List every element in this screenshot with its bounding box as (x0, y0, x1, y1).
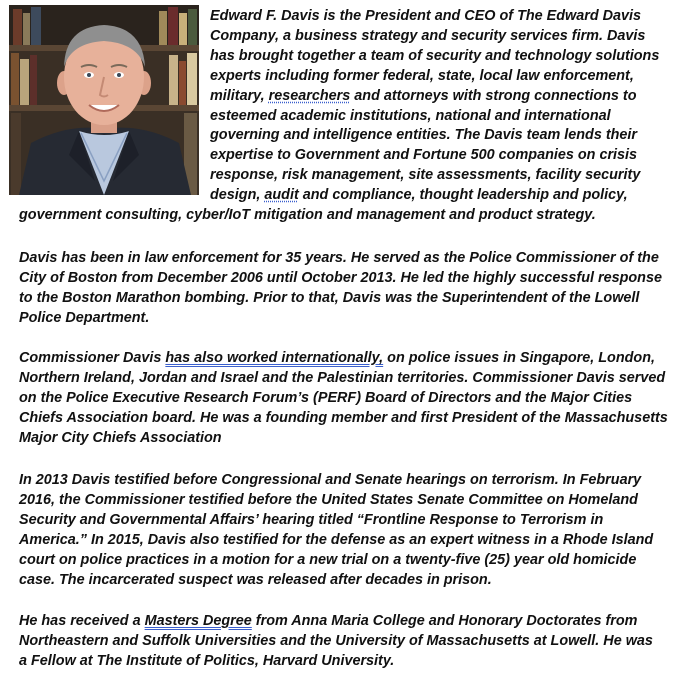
text-segment: court on police practices in a motion for a new trial on a twenty-five (25) year old homicide (19, 551, 637, 568)
text-segment: Davis has been in law enforcement for 35 years. He served as the Police Commissioner of the (19, 250, 659, 266)
bio-paragraph-5 (19, 612, 653, 672)
text-line (19, 269, 662, 289)
text-segment: Edward F. Davis is the President and CEO of The Edward Davis (210, 8, 642, 24)
bio-paragraph-1-continued (19, 206, 596, 226)
proofing-flagged-text: audit (264, 187, 299, 204)
text-line (210, 126, 659, 146)
text-segment: has brought together a team of security and technology solutions (210, 47, 660, 64)
text-line (19, 289, 662, 309)
text-line (210, 27, 659, 47)
text-line (19, 206, 596, 226)
text-line (19, 632, 653, 652)
text-segment: and compliance, thought leadership and policy, (298, 187, 628, 204)
bio-paragraph-2 (19, 249, 662, 329)
text-line (19, 389, 668, 409)
text-line (19, 531, 653, 551)
text-line (19, 471, 653, 491)
text-segment: America.” In 2015, Davis also testified for the defense as an expert witness in a Rhode Island (19, 531, 654, 548)
text-line (210, 7, 659, 27)
bio-paragraph-4 (19, 471, 653, 590)
text-segment: case. The incarcerated suspect was released after decades in prison. (19, 571, 492, 588)
text-segment: expertise to Government and Fortune 500 companies on crisis (210, 147, 638, 164)
text-line (19, 571, 653, 591)
bio-paragraph-1 (210, 7, 659, 206)
text-segment: He has received a (19, 613, 145, 629)
proofing-flagged-text: has also worked internationally, (165, 350, 384, 366)
text-line (210, 67, 659, 87)
text-segment: Company, a business strategy and security services firm. Davis (210, 27, 646, 44)
text-segment: 2016, the Commissioner testified before the United States Senate Committee on Homeland (19, 491, 638, 508)
text-segment: on police issues in Singapore, London, (383, 350, 656, 366)
bio-paragraph-3 (19, 349, 668, 449)
text-segment: esteemed academic institutions, national and international (210, 107, 611, 124)
text-line (210, 87, 659, 107)
text-line (19, 249, 662, 269)
text-segment: from Anna Maria College and Honorary Doctorates from (251, 613, 638, 629)
text-segment: Chiefs Association board. He was a founding member and first President of the Massachusetts (19, 409, 668, 426)
text-line (210, 146, 659, 166)
text-segment: City of Boston from December 2006 until October 2013. He led the highly successful response (19, 269, 662, 286)
text-line (19, 491, 653, 511)
text-segment: experts including former federal, state, local law enforcement, (210, 67, 634, 84)
text-segment: and attorneys with strong connections to (350, 87, 637, 104)
text-segment: Police Department. (19, 309, 150, 326)
text-segment: In 2013 Davis testified before Congressional and Senate hearings on terrorism. In February (19, 472, 642, 488)
text-segment: military, (210, 87, 269, 104)
proofing-flagged-text: researchers (268, 87, 351, 104)
text-segment: Northeastern and Suffolk Universities and the University of Massachusetts at Lowell. He was (19, 632, 653, 649)
text-line (19, 612, 653, 632)
text-line (19, 409, 668, 429)
text-line (210, 107, 659, 127)
text-line (210, 166, 659, 186)
text-segment: government consulting, cyber/IoT mitigation and management and product strategy. (19, 207, 596, 223)
proofing-flagged-text: Masters Degree (144, 613, 252, 629)
text-line (19, 511, 653, 531)
portrait-photo (9, 5, 199, 195)
text-segment: Security and Governmental Affairs’ hearing titled “Frontline Response to Terrorism in (19, 511, 604, 528)
text-line (19, 652, 653, 672)
text-line (19, 551, 653, 571)
text-segment: to the Boston Marathon bombing. Prior to that, Davis was the Superintendent of the Lowell (19, 289, 640, 306)
text-segment: on the Police Executive Research Forum’s (PERF) Board of Directors and the Major Cities (19, 389, 633, 406)
text-segment: Commissioner Davis (19, 350, 166, 366)
text-segment: response, risk management, site assessments, facility security (210, 167, 641, 184)
text-line (19, 429, 668, 449)
text-segment: Major City Chiefs Association (19, 429, 222, 446)
text-segment: a Fellow at The Institute of Politics, Harvard University. (19, 652, 395, 669)
text-line (210, 47, 659, 67)
text-segment: governing and intelligence entities. The Davis team lends their (210, 127, 638, 144)
text-segment: Northern Ireland, Jordan and Israel and the Palestinian territories. Commissioner Davis served (19, 369, 666, 386)
text-line (19, 349, 668, 369)
text-line (19, 369, 668, 389)
text-segment: design, (210, 187, 265, 204)
text-line (210, 186, 659, 206)
text-line (19, 309, 662, 329)
